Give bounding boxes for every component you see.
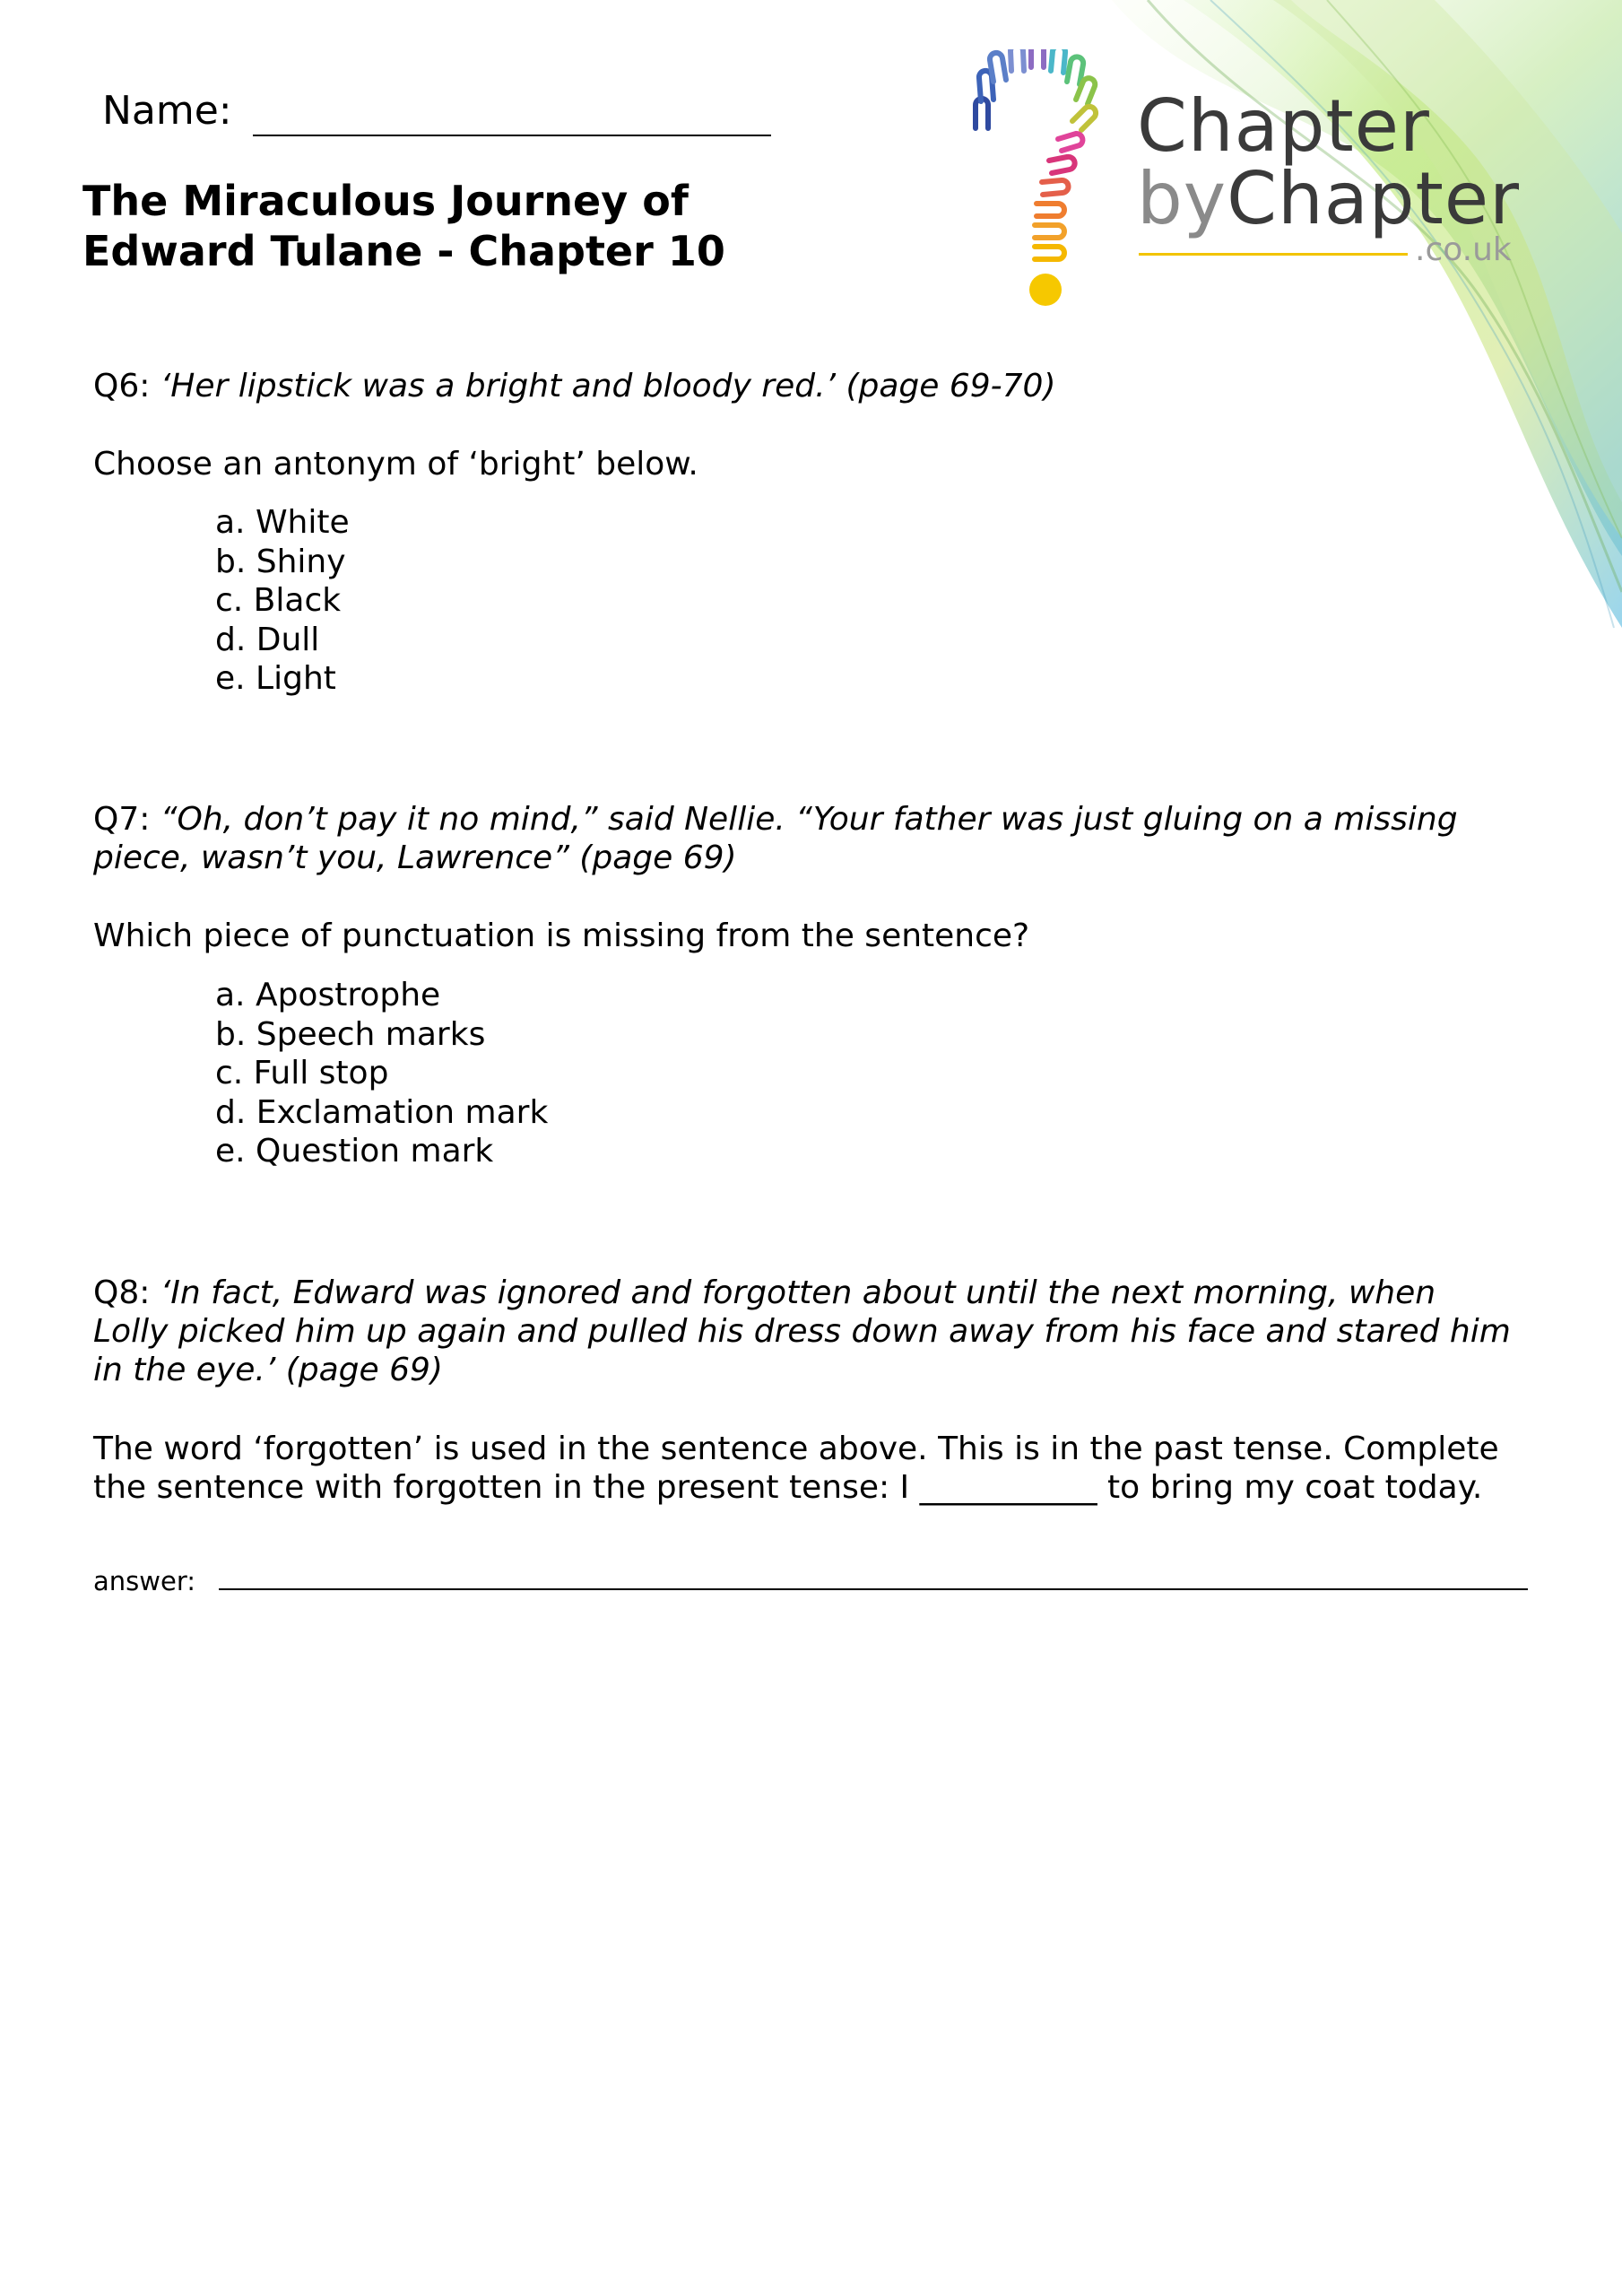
question-prompt bbox=[93, 1430, 1528, 1507]
question-mark-logo-icon bbox=[968, 49, 1121, 309]
option-c[interactable]: c. Black bbox=[215, 582, 342, 619]
option-d[interactable]: d. Exclamation mark bbox=[215, 1093, 549, 1131]
option-b[interactable]: b. Speech marks bbox=[215, 1015, 486, 1053]
brand-logo bbox=[1137, 84, 1520, 240]
logo-chapter-text: Chapter bbox=[1137, 84, 1430, 168]
question-7 bbox=[93, 800, 1458, 877]
question-prompt: Choose an antonym of ‘bright’ below. bbox=[93, 446, 698, 483]
option-a[interactable]: a. White bbox=[215, 504, 350, 541]
logo-by-text: by bbox=[1137, 157, 1227, 240]
question-number: Q7: bbox=[93, 801, 151, 838]
options-list-q7 bbox=[215, 976, 548, 1171]
logo-domain-text: .co.uk bbox=[1415, 231, 1512, 268]
answer-input-line[interactable] bbox=[219, 1588, 1528, 1590]
title-line-1: The Miraculous Journey of bbox=[82, 177, 689, 225]
question-8 bbox=[93, 1274, 1511, 1389]
worksheet-title bbox=[82, 176, 725, 276]
question-quote: ‘Her lipstick was a bright and bloody red.’ (page 69-70) bbox=[160, 368, 1056, 404]
prompt-line-2: the sentence with forgotten in the present tense: I ___________ to bring my coat today. bbox=[93, 1469, 1483, 1506]
name-label: Name: bbox=[102, 88, 232, 134]
logo-underline bbox=[1139, 253, 1408, 256]
question-quote-line-3: in the eye.’ (page 69) bbox=[93, 1352, 443, 1388]
option-d[interactable]: d. Dull bbox=[215, 621, 320, 658]
logo-bychapter-text bbox=[1137, 157, 1520, 240]
option-c[interactable]: c. Full stop bbox=[215, 1055, 389, 1091]
question-quote-line-2: Lolly picked him up again and pulled his dress down away from his face and stared him bbox=[93, 1313, 1511, 1350]
question-number: Q6: bbox=[93, 368, 151, 404]
question-number: Q8: bbox=[93, 1274, 151, 1311]
question-quote-line-1: “Oh, don’t pay it no mind,” said Nellie. “Your father was just gluing on a missing bbox=[160, 801, 1458, 838]
question-prompt: Which piece of punctuation is missing from the sentence? bbox=[93, 918, 1030, 954]
name-input-line[interactable] bbox=[253, 135, 771, 136]
prompt-line-1: The word ‘forgotten’ is used in the sentence above. This is in the past tense. Complete bbox=[93, 1431, 1499, 1467]
option-b[interactable]: b. Shiny bbox=[215, 543, 346, 580]
question-quote-line-1: ‘In fact, Edward was ignored and forgotten about until the next morning, when bbox=[160, 1274, 1436, 1311]
name-field bbox=[102, 88, 232, 134]
title-line-2: Edward Tulane - Chapter 10 bbox=[82, 227, 725, 275]
option-e[interactable]: e. Question mark bbox=[215, 1133, 494, 1170]
answer-label: answer: bbox=[93, 1566, 196, 1596]
option-e[interactable]: e. Light bbox=[215, 660, 336, 697]
question-6 bbox=[93, 367, 1056, 405]
question-quote-line-2: piece, wasn’t you, Lawrence” (page 69) bbox=[93, 839, 737, 876]
option-a[interactable]: a. Apostrophe bbox=[215, 977, 441, 1013]
logo-chapter2-text: Chapter bbox=[1227, 157, 1520, 240]
options-list-q6 bbox=[215, 503, 350, 699]
